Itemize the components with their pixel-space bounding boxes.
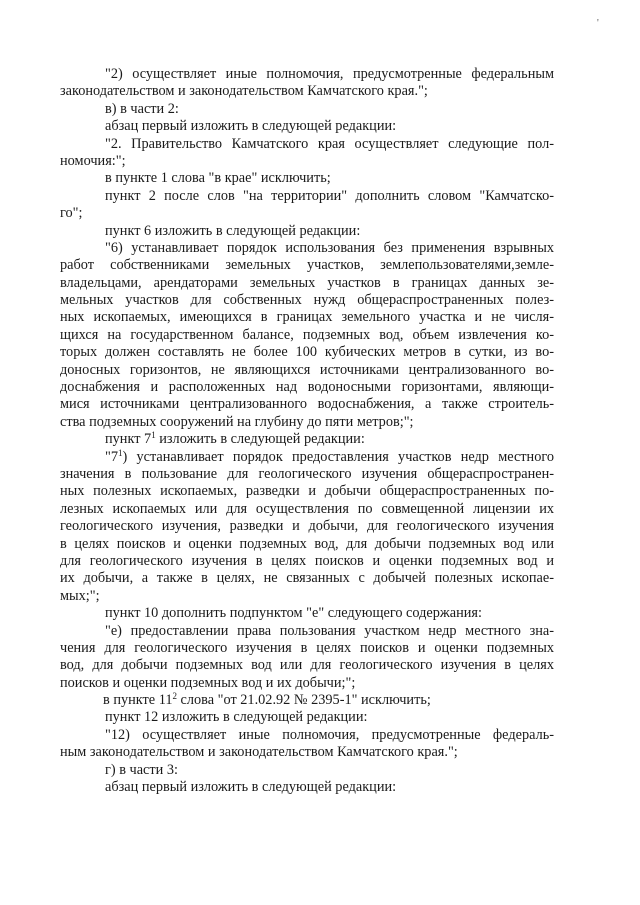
text-line: [60, 744, 554, 761]
text-line: [60, 449, 554, 466]
text-line: [60, 657, 554, 674]
line-text: законодательством и законодательством Камчатского края.";: [60, 83, 428, 100]
superscript: 1: [151, 430, 156, 441]
text-line: [60, 675, 554, 692]
text-line: [60, 431, 554, 448]
line-text-tail: ) устанавливает порядок предоставления участков недр местного: [122, 448, 554, 465]
line-text-tail: слова "от 21.02.92 № 2395-1" исключить;: [176, 692, 431, 709]
text-line: [60, 362, 554, 379]
text-line: [60, 257, 554, 274]
text-line: [60, 170, 554, 187]
line-text: "12) осуществляет иные полномочия, предусмотренные федераль-: [105, 726, 554, 743]
line-text: доносных горизонтов, не являющихся источниками централизованного во-: [60, 361, 554, 378]
text-line: [60, 309, 554, 326]
text-line: [60, 692, 554, 709]
text-line: [60, 101, 554, 118]
line-text: в) в части 2:: [105, 100, 179, 117]
text-line: [60, 379, 554, 396]
text-line: [60, 275, 554, 292]
line-text: лезных ископаемых или для осуществления по совмещенной лицензии их: [60, 500, 554, 517]
line-text: "2. Правительство Камчатского края осуществляет следующие пол-: [105, 135, 554, 152]
text-line: [60, 727, 554, 744]
line-text: в пункте 1 слова "в крае" исключить;: [105, 170, 331, 187]
line-text-tail: изложить в следующей редакции:: [155, 431, 365, 448]
text-line: [60, 414, 554, 431]
text-line: [60, 588, 554, 605]
text-line: [60, 118, 554, 135]
text-line: [60, 640, 554, 657]
line-text: вод, для добычи подземных вод или для геологического изучения в целях: [60, 657, 554, 674]
text-line: [60, 240, 554, 257]
line-text: мельных участков для собственных нужд общераспространенных полез-: [60, 292, 554, 309]
text-line: [60, 153, 554, 170]
line-text: "2) осуществляет иные полномочия, предусмотренные федеральным: [105, 66, 554, 82]
superscript: 1: [118, 447, 123, 458]
line-text: доснабжения и расположенных над водоносными горизонтами, являющи-: [60, 379, 554, 396]
line-text: г) в части 3:: [105, 761, 178, 778]
text-line: [60, 762, 554, 779]
text-line: [60, 623, 554, 640]
line-text: пункт 6 изложить в следующей редакции:: [105, 222, 361, 239]
line-text: пункт 10 дополнить подпунктом "е" следующего содержания:: [105, 605, 482, 622]
text-line: [60, 466, 554, 483]
line-text: абзац первый изложить в следующей редакции:: [105, 118, 397, 135]
superscript: 2: [172, 691, 177, 702]
text-line: [60, 83, 554, 100]
text-line: [60, 501, 554, 518]
line-text: их добычи, а также в целях, не связанных с добычей полезных ископае-: [60, 570, 554, 587]
line-text: поисков и оценки подземных вод и их добычи;";: [60, 674, 356, 691]
text-line: [60, 344, 554, 361]
text-line: [60, 66, 554, 83]
text-line: [60, 570, 554, 587]
text-line: [60, 396, 554, 413]
text-line: [60, 205, 554, 222]
text-line: [60, 188, 554, 205]
line-text: мися источниками централизованного водоснабжения, а также строитель-: [60, 396, 554, 413]
line-text: щихся на государственном балансе, подземных вод, объем извлечения ко-: [60, 326, 554, 343]
line-text: для геологического изучения в целях поисков и оценки подземных вод и: [60, 552, 554, 569]
line-text: номочия:";: [60, 152, 126, 169]
line-text: ных ископаемых, имеющихся в границах земельного участка и не числя-: [60, 309, 554, 326]
line-text: абзац первый изложить в следующей редакции:: [105, 779, 397, 796]
corner-mark: ': [597, 18, 599, 29]
text-line: [60, 536, 554, 553]
text-line: [60, 518, 554, 535]
text-line: [60, 136, 554, 153]
line-text: пункт 7: [105, 431, 152, 448]
line-text: работ собственниками земельных участков, землепользователями,земле-: [60, 257, 554, 274]
line-text: "6) устанавливает порядок использования без применения взрывных: [105, 239, 554, 256]
line-text: геологического изучения, разведки и добычи, для геологического изучения: [60, 518, 554, 535]
line-text: ства подземных сооружений на глубину до пяти метров;";: [60, 413, 414, 430]
text-line: [60, 779, 554, 796]
text-line: [60, 553, 554, 570]
line-text: владельцами, арендаторами земельных участков в границах данных зе-: [60, 274, 554, 291]
line-text: го";: [60, 205, 83, 222]
text-line: [60, 327, 554, 344]
text-line: [60, 709, 554, 726]
text-line: [60, 292, 554, 309]
line-text: пункт 2 после слов "на территории" дополнить словом "Камчатско-: [105, 187, 554, 204]
line-text: "7: [105, 448, 118, 465]
document-body: [60, 66, 554, 796]
line-text: пункт 12 изложить в следующей редакции:: [105, 709, 368, 726]
line-text: торых должен составлять не более 100 кубических метров в сутки, из во-: [60, 344, 554, 361]
line-text: чения для геологического изучения в целях поисков и оценки подземных: [60, 639, 554, 656]
line-text: мых;";: [60, 587, 100, 604]
line-text: ных полезных ископаемых, разведки и добычи общераспространенных по-: [60, 483, 554, 500]
line-text: значения в пользование для геологического изучения общераспространен-: [60, 465, 554, 482]
text-line: [60, 223, 554, 240]
line-text: в пункте 11: [103, 692, 173, 709]
line-text: в целях поисков и оценки подземных вод, для добычи подземных вод или: [60, 535, 554, 552]
text-line: [60, 483, 554, 500]
text-line: [60, 605, 554, 622]
line-text: "е) предоставлении права пользования участком недр местного зна-: [105, 622, 554, 639]
line-text: ным законодательством и законодательством Камчатского края.";: [60, 744, 458, 761]
